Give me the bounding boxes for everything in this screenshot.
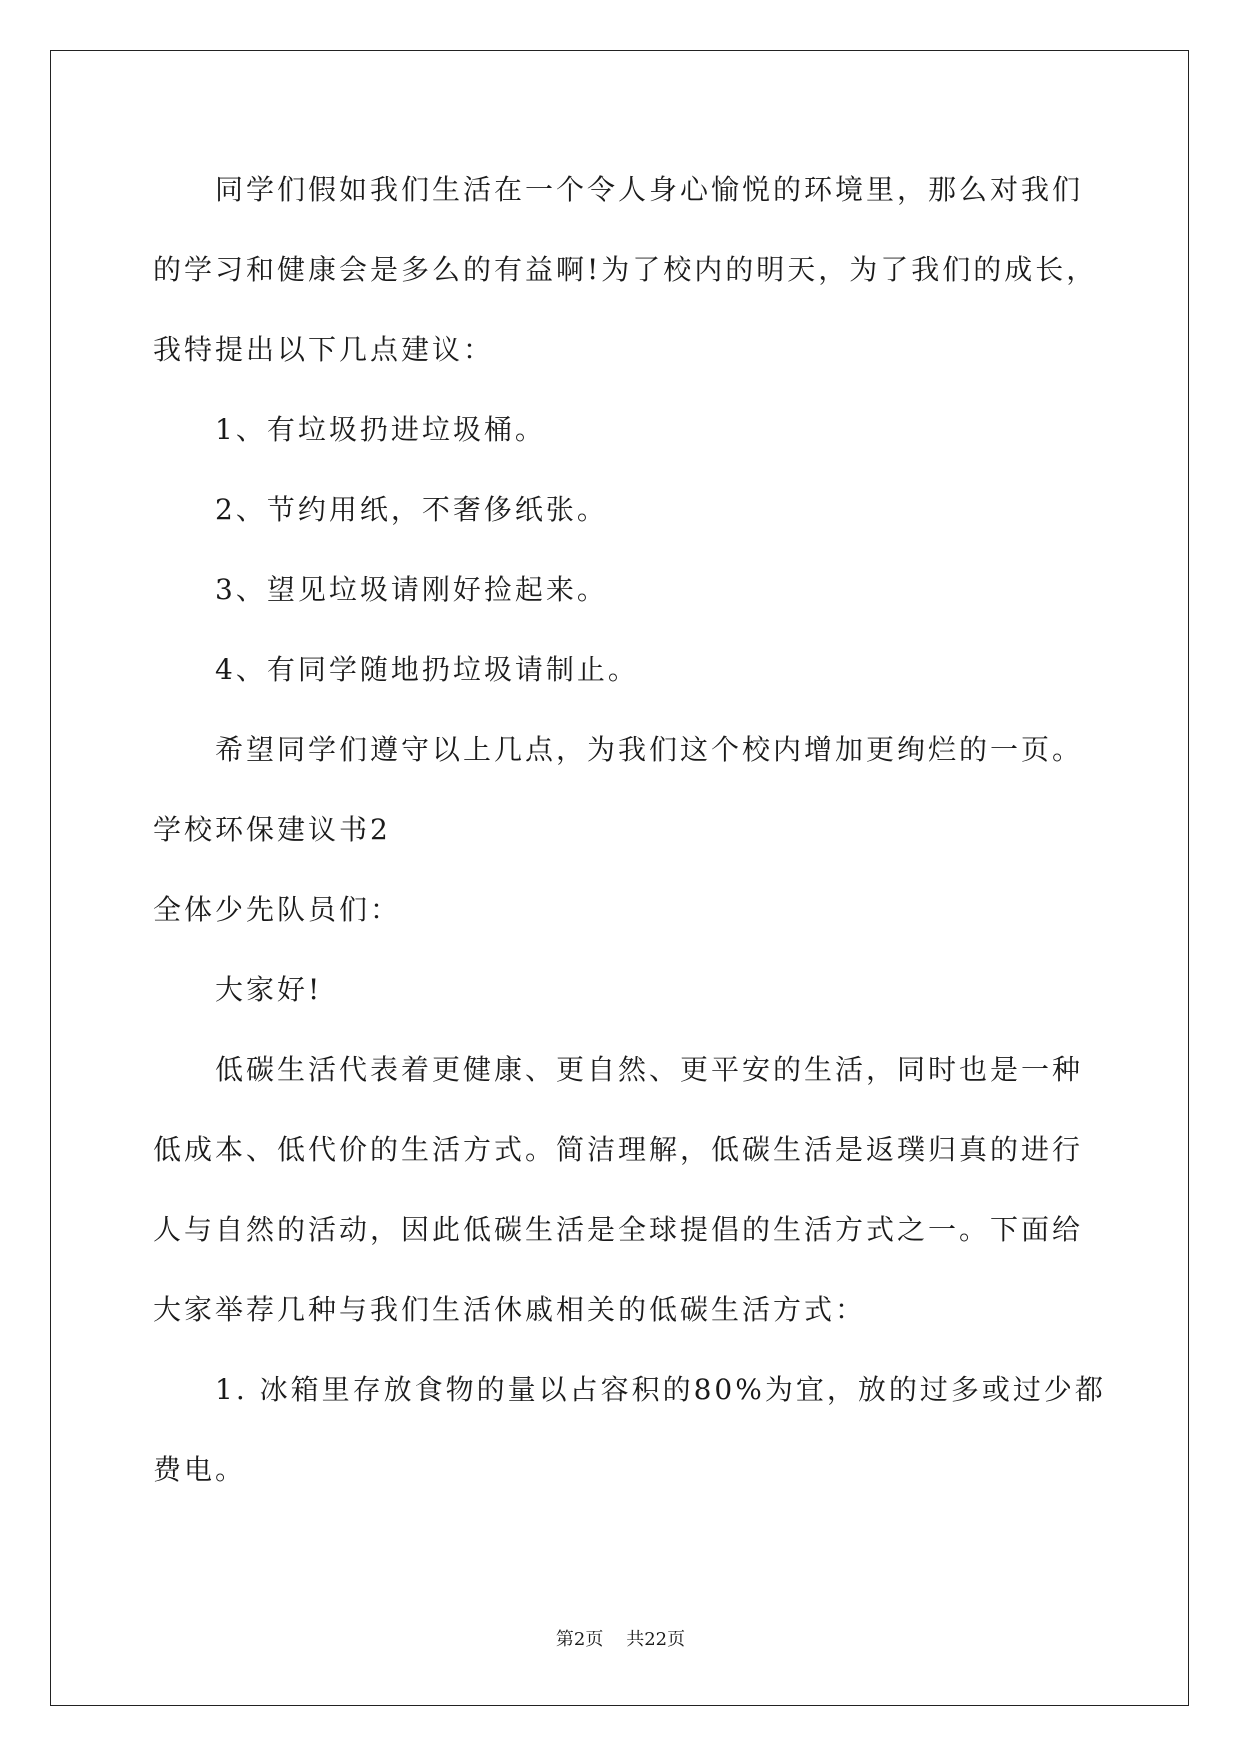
- tip-item-1-line-2: 费电。: [153, 1453, 247, 1486]
- suggestion-item-1: 1、有垃圾扔进垃圾桶。: [215, 413, 546, 446]
- closing-paragraph: 希望同学们遵守以上几点，为我们这个校内增加更绚烂的一页。: [215, 733, 1084, 766]
- body-paragraph-line-1: 低碳生活代表着更健康、更自然、更平安的生活，同时也是一种: [215, 1053, 1084, 1086]
- tip-item-1-line-1: 1. 冰箱里存放食物的量以占容积的80%为宜，放的过多或过少都: [215, 1373, 1106, 1406]
- page-number-footer: 第2页 共22页: [555, 1629, 686, 1650]
- paragraph-intro-line-1: 同学们假如我们生活在一个令人身心愉悦的环境里，那么对我们: [215, 173, 1084, 206]
- suggestion-item-4: 4、有同学随地扔垃圾请制止。: [215, 653, 639, 686]
- body-paragraph-line-3: 人与自然的活动，因此低碳生活是全球提倡的生活方式之一。下面给: [153, 1213, 1084, 1246]
- paragraph-intro-line-3: 我特提出以下几点建议：: [153, 333, 495, 366]
- body-paragraph-line-2: 低成本、低代价的生活方式。简洁理解，低碳生活是返璞归真的进行: [153, 1133, 1084, 1166]
- suggestion-item-3: 3、望见垃圾请刚好捡起来。: [215, 573, 608, 606]
- body-paragraph-line-4: 大家举荐几种与我们生活休戚相关的低碳生活方式：: [153, 1293, 867, 1326]
- suggestion-item-2: 2、节约用纸，不奢侈纸张。: [215, 493, 608, 526]
- salutation: 全体少先队员们：: [153, 893, 402, 926]
- greeting: 大家好!: [215, 973, 323, 1006]
- paragraph-intro-line-2: 的学习和健康会是多么的有益啊!为了校内的明天，为了我们的成长，: [153, 253, 1098, 286]
- section-title: 学校环保建议书2: [153, 813, 391, 846]
